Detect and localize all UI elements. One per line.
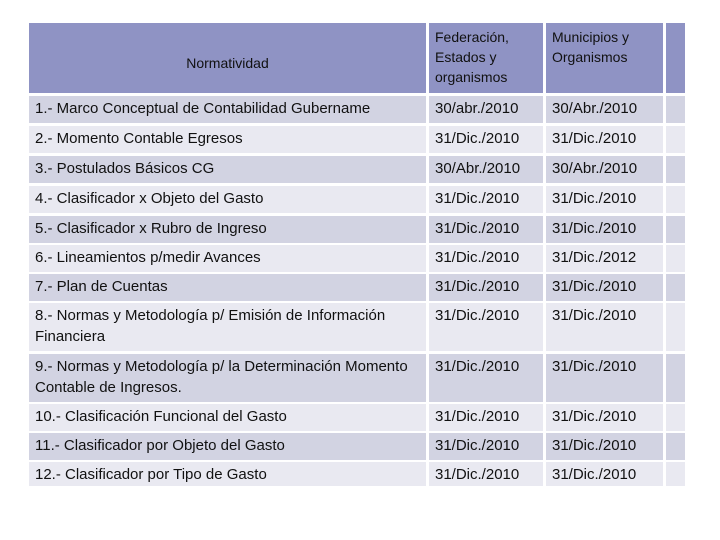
normatividad-cell: 2.- Momento Contable Egresos <box>29 126 426 153</box>
normatividad-cell: 8.- Normas y Metodología p/ Emisión de Información Financiera <box>29 303 426 351</box>
extra-cell <box>666 245 685 272</box>
federacion-date-cell: 31/Dic./2010 <box>429 462 543 486</box>
municipios-date-cell: 31/Dic./2010 <box>546 462 663 486</box>
federacion-date-cell: 30/Abr./2010 <box>429 156 543 183</box>
table-row <box>29 303 685 351</box>
table-row <box>29 156 685 183</box>
municipios-date-cell: 31/Dic./2010 <box>546 126 663 153</box>
municipios-date-cell: 31/Dic./2010 <box>546 354 663 402</box>
normatividad-cell: 4.- Clasificador x Objeto del Gasto <box>29 186 426 213</box>
header-federacion: Federación, Estados y organismos <box>429 23 543 93</box>
municipios-date-cell: 30/Abr./2010 <box>546 156 663 183</box>
federacion-date-cell: 31/Dic./2010 <box>429 274 543 301</box>
normatividad-cell: 7.- Plan de Cuentas <box>29 274 426 301</box>
extra-cell <box>666 96 685 123</box>
normatividad-cell: 5.- Clasificador x Rubro de Ingreso <box>29 216 426 243</box>
header-normatividad: Normatividad <box>29 23 426 93</box>
federacion-date-cell: 31/Dic./2010 <box>429 354 543 402</box>
extra-cell <box>666 126 685 153</box>
table-row <box>29 404 685 431</box>
table-row <box>29 354 685 402</box>
federacion-date-cell: 31/Dic./2010 <box>429 216 543 243</box>
table-row <box>29 96 685 123</box>
normatividad-cell: 10.- Clasificación Funcional del Gasto <box>29 404 426 431</box>
federacion-date-cell: 31/Dic./2010 <box>429 303 543 351</box>
extra-cell <box>666 404 685 431</box>
table-row <box>29 126 685 153</box>
extra-cell <box>666 303 685 351</box>
normatividad-cell: 3.- Postulados Básicos CG <box>29 156 426 183</box>
municipios-date-cell: 31/Dic./2012 <box>546 245 663 272</box>
municipios-date-cell: 31/Dic./2010 <box>546 433 663 460</box>
municipios-date-cell: 30/Abr./2010 <box>546 96 663 123</box>
table-row <box>29 433 685 460</box>
municipios-date-cell: 31/Dic./2010 <box>546 274 663 301</box>
table-row <box>29 186 685 213</box>
table-row <box>29 245 685 272</box>
extra-cell <box>666 462 685 486</box>
table-header-row <box>29 23 685 93</box>
table-row <box>29 216 685 243</box>
federacion-date-cell: 31/Dic./2010 <box>429 245 543 272</box>
extra-cell <box>666 186 685 213</box>
federacion-date-cell: 30/abr./2010 <box>429 96 543 123</box>
normatividad-cell: 12.- Clasificador por Tipo de Gasto <box>29 462 426 486</box>
federacion-date-cell: 31/Dic./2010 <box>429 404 543 431</box>
municipios-date-cell: 31/Dic./2010 <box>546 303 663 351</box>
extra-cell <box>666 433 685 460</box>
header-municipios: Municipios y Organismos <box>546 23 663 93</box>
normatividad-cell: 11.- Clasificador por Objeto del Gasto <box>29 433 426 460</box>
table-row <box>29 274 685 301</box>
extra-cell <box>666 274 685 301</box>
extra-cell <box>666 354 685 402</box>
municipios-date-cell: 31/Dic./2010 <box>546 404 663 431</box>
extra-cell <box>666 156 685 183</box>
extra-cell <box>666 216 685 243</box>
header-extra-column <box>666 23 685 93</box>
federacion-date-cell: 31/Dic./2010 <box>429 126 543 153</box>
federacion-date-cell: 31/Dic./2010 <box>429 186 543 213</box>
normatividad-cell: 1.- Marco Conceptual de Contabilidad Gubername <box>29 96 426 123</box>
normatividad-cell: 9.- Normas y Metodología p/ la Determinación Momento Contable de Ingresos. <box>29 354 426 402</box>
table-row <box>29 462 685 486</box>
municipios-date-cell: 31/Dic./2010 <box>546 186 663 213</box>
federacion-date-cell: 31/Dic./2010 <box>429 433 543 460</box>
normatividad-cell: 6.- Lineamientos p/medir Avances <box>29 245 426 272</box>
municipios-date-cell: 31/Dic./2010 <box>546 216 663 243</box>
